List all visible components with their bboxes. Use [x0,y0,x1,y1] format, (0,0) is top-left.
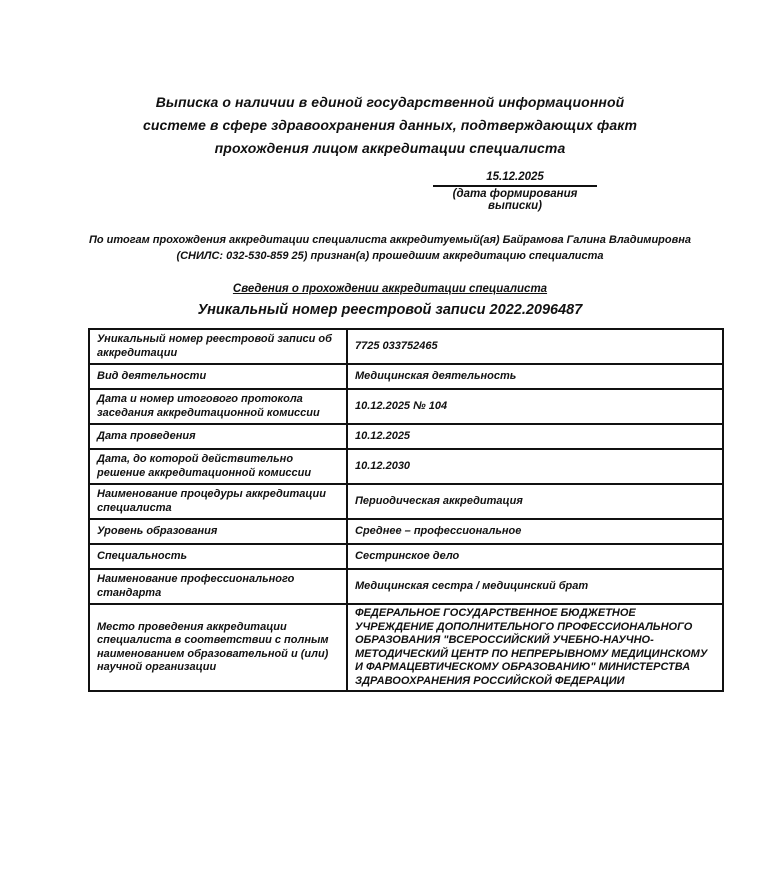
section-heading: Сведения о прохождении аккредитации специалиста [232,283,548,295]
table-row [89,329,723,364]
row-value: Сестринское дело [347,544,723,569]
row-value: ФЕДЕРАЛЬНОЕ ГОСУДАРСТВЕННОЕ БЮДЖЕТНОЕ УЧРЕЖДЕНИЕ ДОПОЛНИТЕЛЬНОГО ПРОФЕССИОНАЛЬНОГО ОБРАЗОВАНИЯ "ВСЕРОССИЙСКИЙ УЧЕБНО-НАУЧНО-МЕТОДИЧЕСКИЙ ЦЕНТР ПО НЕПРЕРЫВНОМУ МЕДИЦИНСКОМУ И ФАРМАЦЕВТИЧЕСКОМУ ОБРАЗОВАНИЮ" МИНИСТЕРСТВА ЗДРАВООХРАНЕНИЯ РОССИЙСКОЙ ФЕДЕРАЦИИ [347,604,723,691]
row-label: Дата и номер итогового протокола заседания аккредитационной комиссии [89,389,347,424]
row-label: Наименование процедуры аккредитации специалиста [89,484,347,519]
row-value: Медицинская деятельность [347,364,723,389]
accreditation-table [88,328,724,692]
row-label: Дата, до которой действительно решение аккредитационной комиссии [89,449,347,484]
row-label: Уникальный номер реестровой записи об аккредитации [89,329,347,364]
table-row [89,484,723,519]
row-value: Периодическая аккредитация [347,484,723,519]
document-title [80,91,700,160]
row-label: Вид деятельности [89,364,347,389]
issue-date: 15.12.2025 [433,171,597,187]
table-row [89,519,723,544]
table-row [89,364,723,389]
issue-date-block [433,171,597,212]
row-label: Уровень образования [89,519,347,544]
row-value: 10.12.2030 [347,449,723,484]
document-title-line: Выписка о наличии в единой государственной информационной [155,94,625,110]
document-title-line: прохождения лицом аккредитации специалиста [214,140,566,156]
table-row [89,389,723,424]
table-row [89,569,723,604]
table-row [89,449,723,484]
row-value: Среднее – профессиональное [347,519,723,544]
row-label: Наименование профессионального стандарта [89,569,347,604]
document-title-line: системе в сфере здравоохранения данных, подтверждающих факт [142,117,637,133]
row-value: Медицинская сестра / медицинский брат [347,569,723,604]
registry-number-heading: Уникальный номер реестровой записи 2022.2096487 [197,302,583,318]
row-value: 10.12.2025 [347,424,723,449]
table-row [89,544,723,569]
row-label: Место проведения аккредитации специалиста в соответствии с полным наименованием образовательной и (или) научной организации [89,604,347,691]
issue-date-caption: (дата формирования выписки) [452,188,578,212]
row-label: Специальность [89,544,347,569]
table-row [89,424,723,449]
table-row [89,604,723,691]
accreditation-summary: По итогам прохождения аккредитации специалиста аккредитуемый(ая) Байрамова Галина Владимировна (СНИЛС: 032-530-859 25) признан(а) прошедшим аккредитацию специалиста [88,234,692,262]
row-value: 10.12.2025 № 104 [347,389,723,424]
row-label: Дата проведения [89,424,347,449]
row-value: 7725 033752465 [347,329,723,364]
